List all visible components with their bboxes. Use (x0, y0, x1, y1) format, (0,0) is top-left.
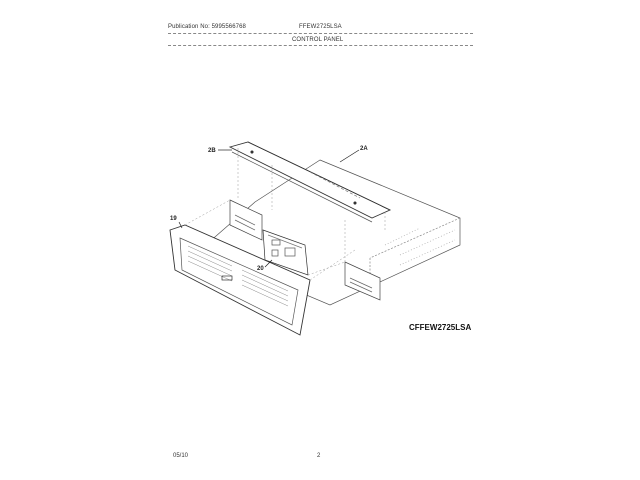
callout-2b: 2B (208, 148, 216, 154)
section-title: CONTROL PANEL (292, 37, 344, 43)
callout-2a: 2A (360, 146, 368, 152)
diagram-model-label: CFFEW2725LSA (409, 323, 472, 332)
exploded-parts-diagram (160, 130, 480, 340)
footer-date: 05/10 (173, 453, 189, 459)
callout-20: 20 (257, 266, 264, 272)
header-divider-bottom (168, 45, 473, 46)
callout-19: 19 (170, 216, 177, 222)
header-divider-top (168, 33, 473, 34)
page-number: 2 (317, 453, 321, 459)
publication-number: Publication No: 5995566768 (168, 24, 246, 30)
model-number: FFEW2725LSA (299, 24, 342, 30)
